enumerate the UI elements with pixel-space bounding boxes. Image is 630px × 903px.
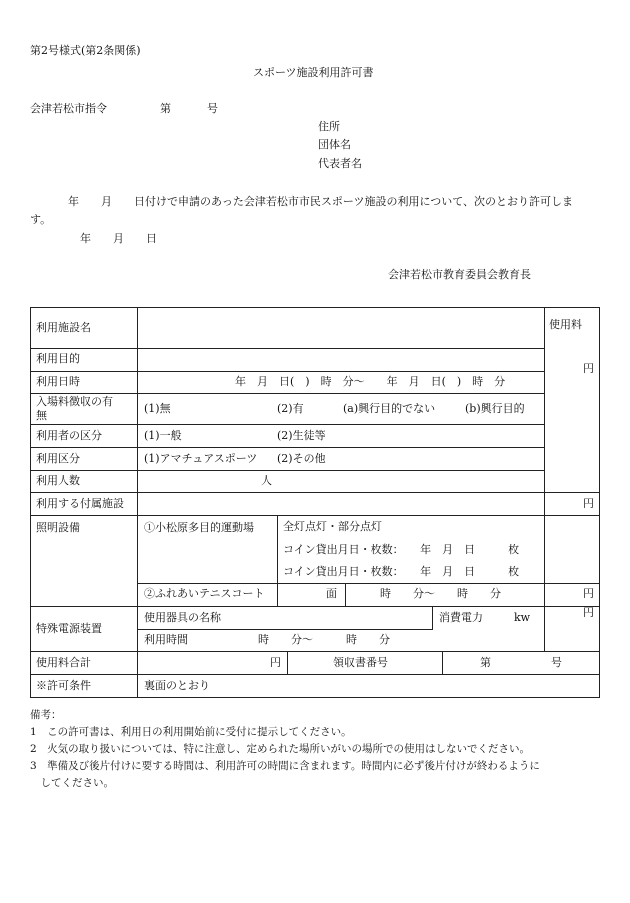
table-rule (137, 629, 432, 630)
purpose-label: 利用目的 (36, 352, 80, 365)
fee-yen: 円 (583, 362, 594, 375)
table-rule (277, 515, 278, 607)
fee-label: 使用料 (549, 318, 582, 331)
note-item: してください。 (30, 777, 114, 789)
receipt-dai: 第 (480, 656, 491, 669)
permit-condition-value: 裏面のとおり (144, 679, 210, 692)
representative-label: 代表者名 (318, 157, 362, 170)
table-border (30, 307, 31, 698)
tennis-time: 時 分～ 時 分 (380, 587, 501, 600)
admission-label-2: 無 (36, 409, 47, 422)
total-fee-label: 使用料合計 (36, 656, 91, 669)
form-number: 第2号様式(第2条関係) (30, 44, 141, 57)
table-border (30, 307, 600, 308)
table-rule (30, 674, 600, 675)
notes-heading: 備考： (30, 709, 62, 721)
aux-facility-label: 利用する付属施設 (36, 497, 124, 510)
directive-dai: 第 (160, 102, 171, 115)
power-label: 特殊電源装置 (36, 622, 102, 635)
use-class-other: (2)その他 (277, 452, 326, 465)
date-line: 年 月 日 (80, 232, 157, 245)
datetime-value: 年 月 日( ) 時 分～ 年 月 日( ) 時 分 (235, 375, 506, 388)
directive-go: 号 (207, 102, 218, 115)
receipt-go: 号 (551, 656, 562, 669)
table-rule (30, 606, 600, 607)
kw-unit: kw (514, 611, 531, 624)
use-time-value: 時 分～ 時 分 (258, 633, 390, 646)
table-rule (30, 424, 544, 425)
table-rule (30, 492, 600, 493)
permit-condition-label: ※許可条件 (36, 679, 91, 692)
use-class-label: 利用区分 (36, 452, 80, 465)
note-item: 1 この許可書は、利用日の利用開始前に受付に提示してください。 (30, 726, 352, 738)
table-rule (30, 371, 544, 372)
table-rule (30, 447, 544, 448)
table-rule (442, 651, 443, 675)
group-label: 団体名 (318, 138, 351, 151)
paragraph-line-2: す。 (30, 213, 52, 226)
table-rule (287, 651, 288, 675)
admission-yes: (2)有 (277, 402, 304, 415)
coin-date-row-2: コイン貸出月日・枚数： 年 月 日 枚 (283, 565, 520, 578)
tennis-yen: 円 (583, 587, 594, 600)
user-class-general: (1)一般 (144, 429, 182, 442)
table-rule (137, 583, 600, 584)
use-class-amateur: (1)アマチュアスポーツ (144, 452, 258, 465)
table-rule (544, 307, 545, 652)
table-rule (30, 348, 544, 349)
admission-not-commercial: (a)興行目的でない (343, 402, 436, 415)
table-rule (345, 583, 346, 607)
notes (30, 707, 605, 792)
table-rule (30, 393, 544, 394)
lighting-venue-tennis: ②ふれあいテニスコート (144, 587, 265, 600)
table-rule (30, 470, 544, 471)
table-rule (137, 307, 138, 698)
receipt-number-label: 領収書番号 (333, 656, 388, 669)
table-rule (432, 606, 433, 630)
note-item: 2 火気の取り扱いについては、特に注意し、定められた場所いがいの場所での使用はしないでください。 (30, 743, 530, 755)
court-unit: 面 (326, 587, 337, 600)
power-consumption-label: 消費電力 (439, 611, 483, 624)
table-rule (30, 515, 600, 516)
equipment-name-label: 使用器具の名称 (144, 611, 221, 624)
lighting-label: 照明設備 (36, 521, 80, 534)
table-border (599, 307, 600, 698)
people-unit: 人 (261, 474, 272, 487)
note-item: 3 準備及び後片付けに要する時間は、利用許可の時間に含まれます。時間内に必ず後片付けが終わるように (30, 760, 540, 772)
coin-date-row-1: コイン貸出月日・枚数： 年 月 日 枚 (283, 543, 520, 556)
people-label: 利用人数 (36, 474, 80, 487)
aux-facility-yen: 円 (583, 497, 594, 510)
page-title: スポーツ施設利用許可書 (253, 66, 374, 79)
table-border (30, 697, 600, 698)
address-label: 住所 (318, 120, 340, 133)
directive-prefix: 会津若松市指令 (30, 102, 107, 115)
datetime-label: 利用日時 (36, 375, 80, 388)
lighting-mode: 全灯点灯・部分点灯 (283, 520, 382, 533)
user-class-student: (2)生徒等 (277, 429, 326, 442)
use-time-label: 利用時間 (144, 633, 188, 646)
admission-none: (1)無 (144, 402, 171, 415)
paragraph-line-1: 年 月 日付けで申請のあった会津若松市市民スポーツ施設の利用について、次のとおり許可しま (68, 195, 574, 208)
issuer: 会津若松市教育委員会教育長 (388, 268, 531, 281)
admission-label-1: 入場料徴収の有 (36, 395, 113, 408)
power-yen: 円 (583, 606, 594, 619)
facility-name-label: 利用施設名 (36, 321, 91, 334)
table-rule (30, 651, 600, 652)
total-fee-yen: 円 (270, 656, 281, 669)
lighting-venue-komatsubara: ①小松原多目的運動場 (144, 521, 254, 534)
admission-commercial: (b)興行目的 (465, 402, 525, 415)
user-class-label: 利用者の区分 (36, 429, 102, 442)
